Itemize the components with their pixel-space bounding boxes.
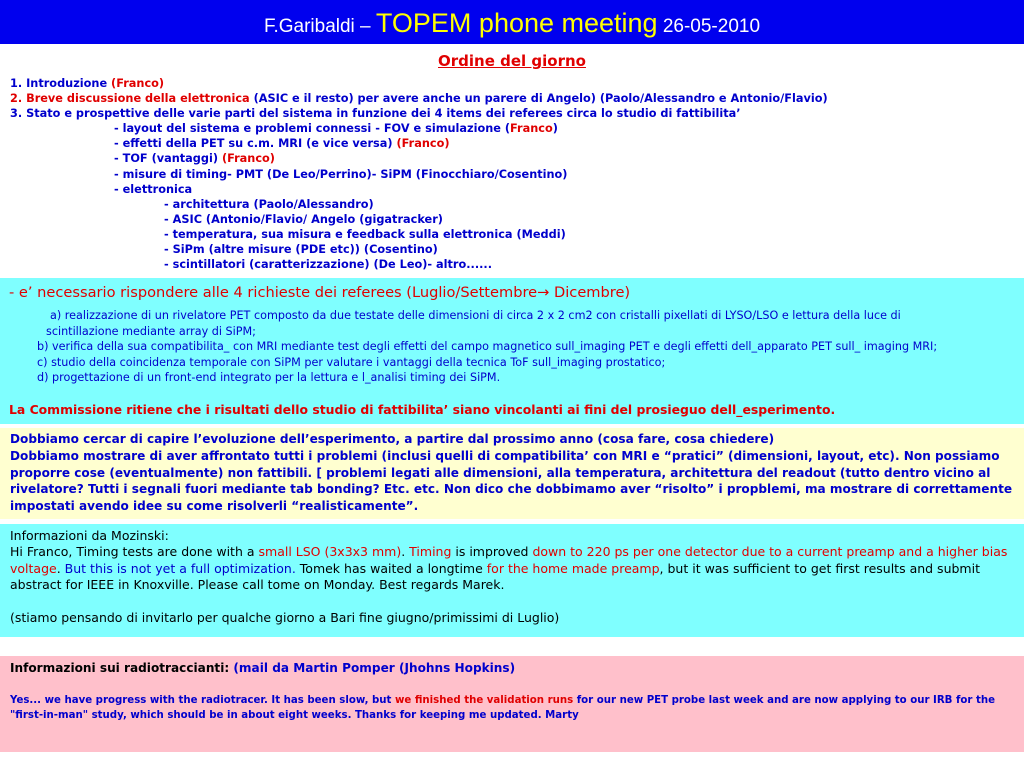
agenda-item-1 — [10, 76, 1014, 91]
msg-text: , but it was sufficient to get first results and submit abstract for IEEE in Knoxville. Please call tome on Monday. Best regards Marek. — [10, 560, 980, 593]
radiotracer-heading-source: (mail da Martin Pomper (Jhohns Hopkins) — [233, 661, 516, 675]
agenda-electronics-item: - architettura (Paolo/Alessandro) — [164, 197, 374, 211]
msg-text: is improved — [451, 544, 533, 560]
mozinski-message — [10, 544, 1016, 593]
evolution-line-1: Dobbiamo cercar di capire l’evoluzione dell’esperimento, a partire dal prossimo anno (cosa fare, cosa chiedere) — [10, 432, 775, 446]
agenda-heading: Ordine del giorno — [438, 52, 586, 70]
arrow-right-icon: → — [537, 284, 550, 301]
agenda-subitem: - misure di timing- PMT (De Leo/Perrino)- SiPM (Finocchiaro/Cosentino) — [114, 167, 568, 181]
referees-heading-end: Dicembre) — [549, 284, 631, 301]
mozinski-heading: Informazioni da Mozinski: — [10, 528, 169, 543]
mozinski-note: (stiamo pensando di invitarlo per qualche giorno a Bari fine giugno/primissimi di Luglio) — [10, 609, 560, 625]
header-date: 26-05-2010 — [657, 16, 761, 37]
slide-header — [0, 0, 1024, 44]
msg-text: for our new PET probe last week and are now applying to our IRB for the "first-in-man" study, which should be in about eight weeks — [10, 695, 996, 722]
msg-highlight: for the home made preamp — [486, 560, 660, 576]
agenda-subitem — [10, 136, 1014, 151]
referees-requests — [0, 308, 1024, 386]
evolution-text — [10, 431, 1020, 515]
agenda-subitem-text: - layout del sistema e problemi connessi - FOV e simulazione ( — [114, 122, 511, 136]
agenda-subitem-text: - effetti della PET su c.m. MRI (e vice versa) — [114, 137, 397, 151]
mozinski-block — [0, 524, 1024, 637]
radiotracer-heading — [10, 661, 515, 675]
agenda-section — [10, 48, 1014, 276]
agenda-subitem-owner: (Franco) — [221, 152, 275, 166]
spacer — [10, 594, 1016, 610]
referee-request-a: a) realizzazione di un rivelatore PET composto da due testate delle dimensioni di circa 2 x 2 cm2 con cristalli pixellati di LYSO/LSO e lettura della luce di — [50, 309, 901, 322]
referee-request-d: d) progettazione di un front-end integrato per la lettura e l_analisi timing dei SiPM. — [37, 371, 501, 385]
radiotracer-block — [0, 656, 1024, 752]
agenda-electronics-item: - temperatura, sua misura e feedback sulla elettronica (Meddi) — [164, 227, 566, 241]
mozinski-text — [10, 528, 1016, 626]
agenda-item-2 — [10, 91, 1014, 106]
agenda-electronics-item: - SiPm (altre misure (PDE etc)) (Cosentino) — [164, 243, 438, 257]
agenda-subitem — [10, 121, 1014, 136]
referee-request-c: c) studio della coincidenza temporale con SiPM per valutare i vantaggi della tecnica ToF sull_imaging prostatico; — [37, 355, 666, 369]
msg-highlight-blue: But this is not yet a full optimization. — [64, 560, 296, 576]
agenda-subitem-end: ) — [552, 122, 558, 136]
msg-highlight: down to 220 ps per one detector due to a current preamp and a higher bias voltage — [10, 544, 1008, 576]
msg-text: Tomek has waited a longtime — [295, 560, 487, 576]
msg-text: . — [56, 560, 65, 576]
msg-highlight: Timing — [409, 544, 452, 560]
msg-highlight: we finished the validation runs — [394, 695, 574, 706]
agenda-item-2-num: 2. — [10, 92, 27, 106]
agenda-subitem-text: - TOF (vantaggi) — [114, 152, 222, 166]
referees-heading — [9, 284, 630, 301]
msg-text: . — [401, 544, 410, 560]
radiotracer-message — [10, 693, 1016, 723]
commission-statement: La Commissione ritiene che i risultati dello studio di fattibilita’ siano vincolanti ai fini del prosieguo dell_esperimento. — [9, 402, 836, 417]
agenda-electronics-item: - scintillatori (caratterizzazione) (De Leo)- altro...... — [164, 258, 493, 272]
agenda-subitem: - elettronica — [114, 182, 193, 196]
agenda-electronics-item: - ASIC (Antonio/Flavio/ Angelo (gigatracker) — [164, 212, 443, 226]
header-title: TOPEM phone meeting — [375, 8, 658, 38]
agenda-subitem-owner: Franco — [510, 122, 553, 136]
radiotracer-heading-label: Informazioni sui radiotraccianti: — [10, 661, 234, 675]
evolution-line-2: Dobbiamo mostrare di aver affrontato tutti i problemi (inclusi quelli di compatibilita’ con MRI e “pratici” (dimensioni, layout, etc). Non possiamo proporre cose (eventualmente) non fattibili. [ problemi legati alle dimensioni, alla temperatura, architettura del readout (tutto dentro vicino al rivelatore? Tutti i segnali fuori mediante tab bonding? Etc. etc. Non dico che dobbimamo aver “risolto” i propblemi, ma mostrare di correttamente impostati avendo idee su come risolverli “realisticamente”. — [10, 448, 1013, 514]
referee-request-a-cont: scintillazione mediante array di SiPM; — [46, 324, 256, 338]
referees-heading-text: - e’ necessario rispondere alle 4 richieste dei referees (Luglio/Settembre — [9, 284, 538, 301]
agenda-item-1-owner: (Franco) — [111, 77, 165, 90]
agenda-item-1-title: 1. Introduzione — [10, 77, 112, 90]
referees-block — [0, 278, 1024, 424]
referee-request-b: b) verifica della sua compatibilita_ con MRI mediante test degli effetti del campo magnetico sull_imaging PET e degli effetti dell_apparato PET sull_ imaging MRI; — [37, 340, 938, 354]
msg-highlight: small LSO (3x3x3 mm) — [258, 544, 402, 560]
evolution-block — [0, 428, 1024, 519]
msg-text: . Thanks for keeping me updated. Marty — [347, 710, 579, 722]
agenda-subitem — [10, 151, 1014, 166]
header-author: F.Garibaldi – — [263, 16, 376, 37]
agenda-item-2-details: (ASIC e il resto) per avere anche un parere di Angelo) (Paolo/Alessandro e Antonio/Flavio) — [249, 92, 828, 106]
agenda-item-3: 3. Stato e prospettive delle varie parti del sistema in funzione dei 4 items dei referees circa lo studio di fattibilita’ — [10, 107, 741, 121]
msg-text: Hi Franco, Timing tests are done with a — [10, 544, 259, 560]
msg-text: Yes... we have progress with the radiotracer. It has been slow, but — [10, 695, 395, 706]
agenda-item-2-title: Breve discussione della elettronica — [26, 92, 250, 106]
agenda-subitem-owner: (Franco) — [396, 137, 450, 151]
